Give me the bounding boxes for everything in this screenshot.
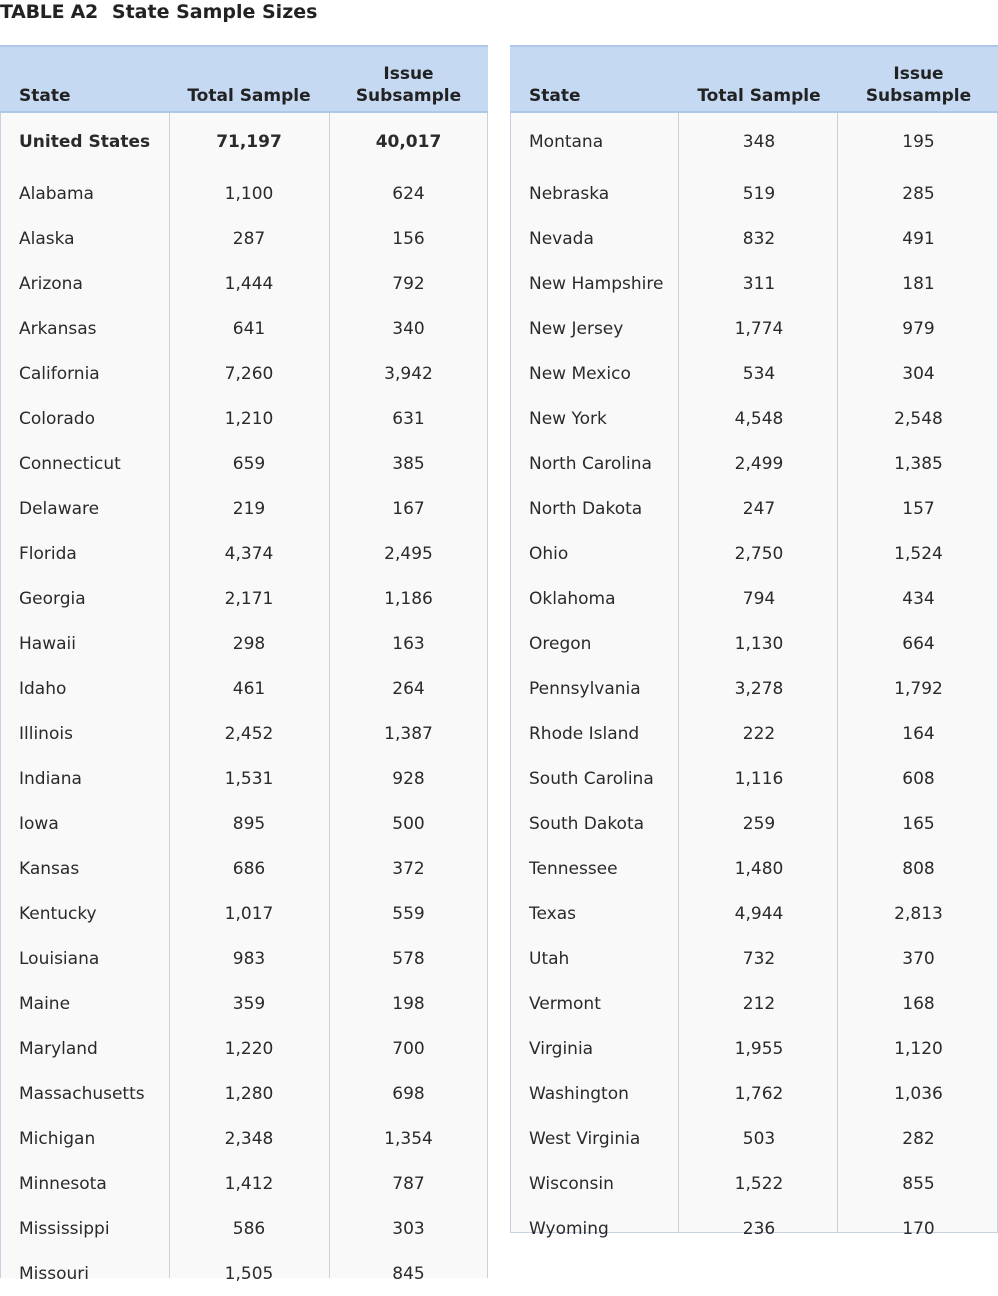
- state-cell: Colorado: [19, 408, 95, 429]
- table-row: [510, 112, 998, 171]
- issue-subsample-cell: 700: [392, 1038, 425, 1059]
- table-row: [0, 756, 488, 801]
- table-row: [510, 1206, 998, 1251]
- issue-subsample-cell: 1,186: [384, 588, 433, 609]
- issue-subsample-cell: 372: [392, 858, 425, 879]
- total-sample-cell: 219: [232, 498, 266, 519]
- state-cell: Maryland: [19, 1038, 98, 1059]
- table-row: [510, 1026, 998, 1071]
- issue-subsample-cell: 1,387: [384, 723, 433, 744]
- table-row: [0, 351, 488, 396]
- table-row: [0, 891, 488, 936]
- issue-subsample-cell: 385: [392, 453, 425, 474]
- issue-subsample-cell: 608: [902, 768, 935, 789]
- state-cell: Rhode Island: [529, 723, 640, 744]
- state-cell: Wyoming: [529, 1218, 609, 1239]
- issue-subsample-cell: 340: [392, 318, 425, 339]
- total-sample-cell: 287: [232, 228, 266, 249]
- issue-subsample-cell: 698: [392, 1083, 425, 1104]
- issue-subsample-cell: 195: [902, 132, 935, 152]
- total-sample-cell: 222: [742, 723, 776, 744]
- table-row: [510, 891, 998, 936]
- issue-subsample-cell: 264: [392, 678, 425, 699]
- issue-subsample-cell: 624: [392, 183, 425, 204]
- state-cell: Pennsylvania: [529, 678, 641, 699]
- total-sample-cell: 1,522: [734, 1173, 784, 1194]
- state-cell: West Virginia: [529, 1128, 641, 1149]
- table-row: [0, 216, 488, 261]
- state-cell: Kentucky: [19, 903, 97, 924]
- state-cell: Connecticut: [19, 453, 121, 474]
- state-cell: Oklahoma: [529, 588, 616, 609]
- total-sample-cell: 2,750: [734, 543, 784, 564]
- total-sample-cell: 71,197: [216, 132, 282, 152]
- issue-subsample-cell: 1,385: [894, 453, 943, 474]
- issue-subsample-cell: 855: [902, 1173, 935, 1194]
- state-cell: Texas: [529, 903, 576, 924]
- issue-subsample-cell: 928: [392, 768, 425, 789]
- total-sample-cell: 2,171: [224, 588, 274, 609]
- table-row: [0, 486, 488, 531]
- table-row: [0, 1206, 488, 1251]
- state-cell: Iowa: [19, 813, 59, 834]
- table-row: [0, 112, 488, 171]
- state-cell: Massachusetts: [19, 1083, 145, 1104]
- issue-subsample-cell: 304: [902, 363, 935, 384]
- state-cell: Minnesota: [19, 1173, 107, 1194]
- total-sample-cell: 1,130: [734, 633, 784, 654]
- table-row: [0, 441, 488, 486]
- table-row: [510, 576, 998, 621]
- state-cell: United States: [19, 132, 151, 152]
- state-cell: New Mexico: [529, 363, 631, 384]
- state-cell: Tennessee: [529, 858, 618, 879]
- total-sample-cell: 1,100: [224, 183, 274, 204]
- table-row: [510, 171, 998, 216]
- state-cell: California: [19, 363, 100, 384]
- issue-subsample-cell: 1,524: [894, 543, 943, 564]
- total-sample-cell: 1,412: [224, 1173, 274, 1194]
- table-row: [510, 261, 998, 306]
- total-sample-cell: 519: [742, 183, 776, 204]
- table-row: [0, 306, 488, 351]
- total-sample-cell: 247: [742, 498, 776, 519]
- total-sample-cell: 983: [232, 948, 266, 969]
- state-cell: Mississippi: [19, 1218, 110, 1239]
- table-row: [510, 621, 998, 666]
- issue-subsample-cell: 664: [902, 633, 935, 654]
- state-cell: Alabama: [19, 183, 94, 204]
- issue-subsample-cell: 282: [902, 1128, 935, 1149]
- total-sample-cell: 732: [742, 948, 776, 969]
- state-cell: Utah: [529, 948, 570, 969]
- total-sample-cell: 359: [232, 993, 266, 1014]
- table-name: State Sample Sizes: [111, 1, 318, 23]
- header-issue-subsample: Issue Subsample: [839, 46, 998, 112]
- total-sample-cell: 1,531: [224, 768, 274, 789]
- issue-subsample-cell: 2,548: [894, 408, 943, 429]
- issue-subsample-cell: 163: [392, 633, 425, 654]
- left-table-panel: [0, 45, 488, 1284]
- table-row: [510, 486, 998, 531]
- header-row: [510, 46, 998, 112]
- state-cell: Vermont: [529, 993, 601, 1014]
- total-sample-cell: 641: [232, 318, 266, 339]
- issue-subsample-cell: 285: [902, 183, 935, 204]
- total-sample-cell: 794: [742, 588, 776, 609]
- state-cell: Maine: [19, 993, 71, 1014]
- table-row: [0, 1116, 488, 1161]
- issue-subsample-cell: 1,120: [894, 1038, 943, 1059]
- total-sample-cell: 686: [232, 858, 266, 879]
- table-row: [510, 1071, 998, 1116]
- total-sample-cell: 832: [742, 228, 776, 249]
- issue-subsample-cell: 434: [902, 588, 935, 609]
- table-row: [510, 936, 998, 981]
- table-row: [0, 171, 488, 216]
- table-row: [0, 531, 488, 576]
- state-cell: Illinois: [19, 723, 73, 744]
- table-row: [510, 351, 998, 396]
- table-row: [0, 1071, 488, 1116]
- table-row: [510, 1161, 998, 1206]
- total-sample-cell: 1,774: [734, 318, 784, 339]
- total-sample-cell: 311: [742, 273, 776, 294]
- state-cell: North Carolina: [529, 453, 652, 474]
- total-sample-cell: 3,278: [734, 678, 784, 699]
- issue-subsample-cell: 164: [902, 723, 935, 744]
- state-cell: Wisconsin: [529, 1173, 614, 1194]
- total-sample-cell: 534: [742, 363, 776, 384]
- total-sample-cell: 212: [742, 993, 776, 1014]
- table-row: [0, 846, 488, 891]
- table-row: [510, 756, 998, 801]
- total-sample-cell: 461: [232, 678, 266, 699]
- state-cell: Missouri: [19, 1263, 89, 1284]
- table-row: [510, 846, 998, 891]
- issue-subsample-cell: 303: [392, 1218, 425, 1239]
- total-sample-cell: 348: [742, 132, 776, 152]
- total-sample-cell: 1,955: [734, 1038, 784, 1059]
- issue-subsample-cell: 491: [902, 228, 935, 249]
- state-cell: Delaware: [19, 498, 100, 519]
- total-sample-cell: 1,505: [224, 1263, 274, 1284]
- state-cell: Idaho: [19, 678, 67, 699]
- right-table-panel: [510, 45, 998, 1239]
- total-sample-cell: 4,374: [224, 543, 274, 564]
- left-table: [0, 45, 488, 1296]
- table-row: [510, 981, 998, 1026]
- header-total-sample: Total Sample: [169, 46, 329, 112]
- table-row: [510, 801, 998, 846]
- total-sample-cell: 1,444: [224, 273, 274, 294]
- total-sample-cell: 7,260: [224, 363, 274, 384]
- issue-subsample-cell: 198: [392, 993, 425, 1014]
- right-table: [510, 45, 998, 1251]
- total-sample-cell: 1,762: [734, 1083, 784, 1104]
- state-cell: Arkansas: [19, 318, 97, 339]
- issue-subsample-cell: 500: [392, 813, 425, 834]
- issue-subsample-cell: 845: [392, 1263, 425, 1284]
- issue-subsample-cell: 3,942: [384, 363, 433, 384]
- issue-subsample-cell: 157: [902, 498, 935, 519]
- total-sample-cell: 2,452: [224, 723, 274, 744]
- state-cell: Hawaii: [19, 633, 76, 654]
- issue-subsample-cell: 165: [902, 813, 935, 834]
- issue-subsample-cell: 170: [902, 1218, 935, 1239]
- state-cell: South Carolina: [529, 768, 654, 789]
- table-row: [0, 981, 488, 1026]
- table-row: [0, 711, 488, 756]
- table-row: [510, 711, 998, 756]
- total-sample-cell: 1,220: [224, 1038, 274, 1059]
- table-id: TABLE A2: [0, 1, 98, 23]
- issue-subsample-cell: 370: [902, 948, 935, 969]
- state-cell: Indiana: [19, 768, 82, 789]
- table-row: [0, 396, 488, 441]
- total-sample-cell: 4,548: [734, 408, 784, 429]
- state-cell: New York: [529, 408, 607, 429]
- state-cell: Louisiana: [19, 948, 100, 969]
- issue-subsample-cell: 1,036: [894, 1083, 943, 1104]
- table-row: [0, 936, 488, 981]
- table-row: [510, 1116, 998, 1161]
- header-total-sample: Total Sample: [679, 46, 839, 112]
- total-sample-cell: 2,499: [734, 453, 784, 474]
- total-sample-cell: 259: [742, 813, 776, 834]
- issue-subsample-cell: 1,354: [384, 1128, 433, 1149]
- total-sample-cell: 895: [232, 813, 266, 834]
- issue-subsample-cell: 631: [392, 408, 425, 429]
- table-row: [510, 531, 998, 576]
- state-cell: Arizona: [19, 273, 83, 294]
- state-cell: South Dakota: [529, 813, 645, 834]
- table-row: [0, 666, 488, 711]
- state-cell: Oregon: [529, 633, 592, 654]
- total-sample-cell: 1,280: [224, 1083, 274, 1104]
- table-row: [510, 306, 998, 351]
- total-sample-cell: 1,116: [734, 768, 784, 789]
- table-row: [0, 1251, 488, 1296]
- table-row: [510, 216, 998, 261]
- header-row: [0, 46, 488, 112]
- issue-subsample-cell: 156: [392, 228, 425, 249]
- table-row: [0, 1161, 488, 1206]
- total-sample-cell: 659: [232, 453, 266, 474]
- state-cell: Georgia: [19, 588, 86, 609]
- issue-subsample-cell: 40,017: [375, 132, 442, 152]
- header-state: State: [510, 46, 679, 112]
- issue-subsample-cell: 2,495: [384, 543, 433, 564]
- header-issue-subsample: Issue Subsample: [329, 46, 488, 112]
- total-sample-cell: 1,210: [224, 408, 274, 429]
- total-sample-cell: 236: [742, 1218, 776, 1239]
- state-cell: Michigan: [19, 1128, 96, 1149]
- issue-subsample-cell: 168: [902, 993, 935, 1014]
- total-sample-cell: 1,017: [224, 903, 274, 924]
- table-row: [510, 666, 998, 711]
- total-sample-cell: 4,944: [734, 903, 784, 924]
- state-cell: New Hampshire: [529, 273, 664, 294]
- issue-subsample-cell: 1,792: [894, 678, 943, 699]
- state-cell: Washington: [529, 1083, 629, 1104]
- state-cell: Nevada: [529, 228, 594, 249]
- table-row: [510, 396, 998, 441]
- issue-subsample-cell: 2,813: [894, 903, 943, 924]
- state-cell: Virginia: [529, 1038, 594, 1059]
- issue-subsample-cell: 979: [902, 318, 935, 339]
- state-cell: Kansas: [19, 858, 80, 879]
- issue-subsample-cell: 792: [392, 273, 425, 294]
- issue-subsample-cell: 787: [392, 1173, 425, 1194]
- issue-subsample-cell: 578: [392, 948, 425, 969]
- table-row: [0, 801, 488, 846]
- state-cell: North Dakota: [529, 498, 643, 519]
- issue-subsample-cell: 181: [902, 273, 935, 294]
- state-cell: Nebraska: [529, 183, 610, 204]
- table-row: [0, 1026, 488, 1071]
- total-sample-cell: 503: [742, 1128, 776, 1149]
- total-sample-cell: 298: [232, 633, 266, 654]
- issue-subsample-cell: 559: [392, 903, 425, 924]
- table-row: [0, 261, 488, 306]
- state-cell: Alaska: [19, 228, 75, 249]
- issue-subsample-cell: 808: [902, 858, 935, 879]
- state-cell: Montana: [529, 132, 604, 152]
- table-row: [0, 621, 488, 666]
- table-row: [510, 441, 998, 486]
- header-state: State: [0, 46, 169, 112]
- state-cell: New Jersey: [529, 318, 624, 339]
- total-sample-cell: 586: [232, 1218, 266, 1239]
- table-title: [0, 0, 317, 26]
- issue-subsample-cell: 167: [392, 498, 425, 519]
- state-cell: Ohio: [529, 543, 569, 564]
- total-sample-cell: 1,480: [734, 858, 784, 879]
- state-cell: Florida: [19, 543, 77, 564]
- table-row: [0, 576, 488, 621]
- total-sample-cell: 2,348: [224, 1128, 274, 1149]
